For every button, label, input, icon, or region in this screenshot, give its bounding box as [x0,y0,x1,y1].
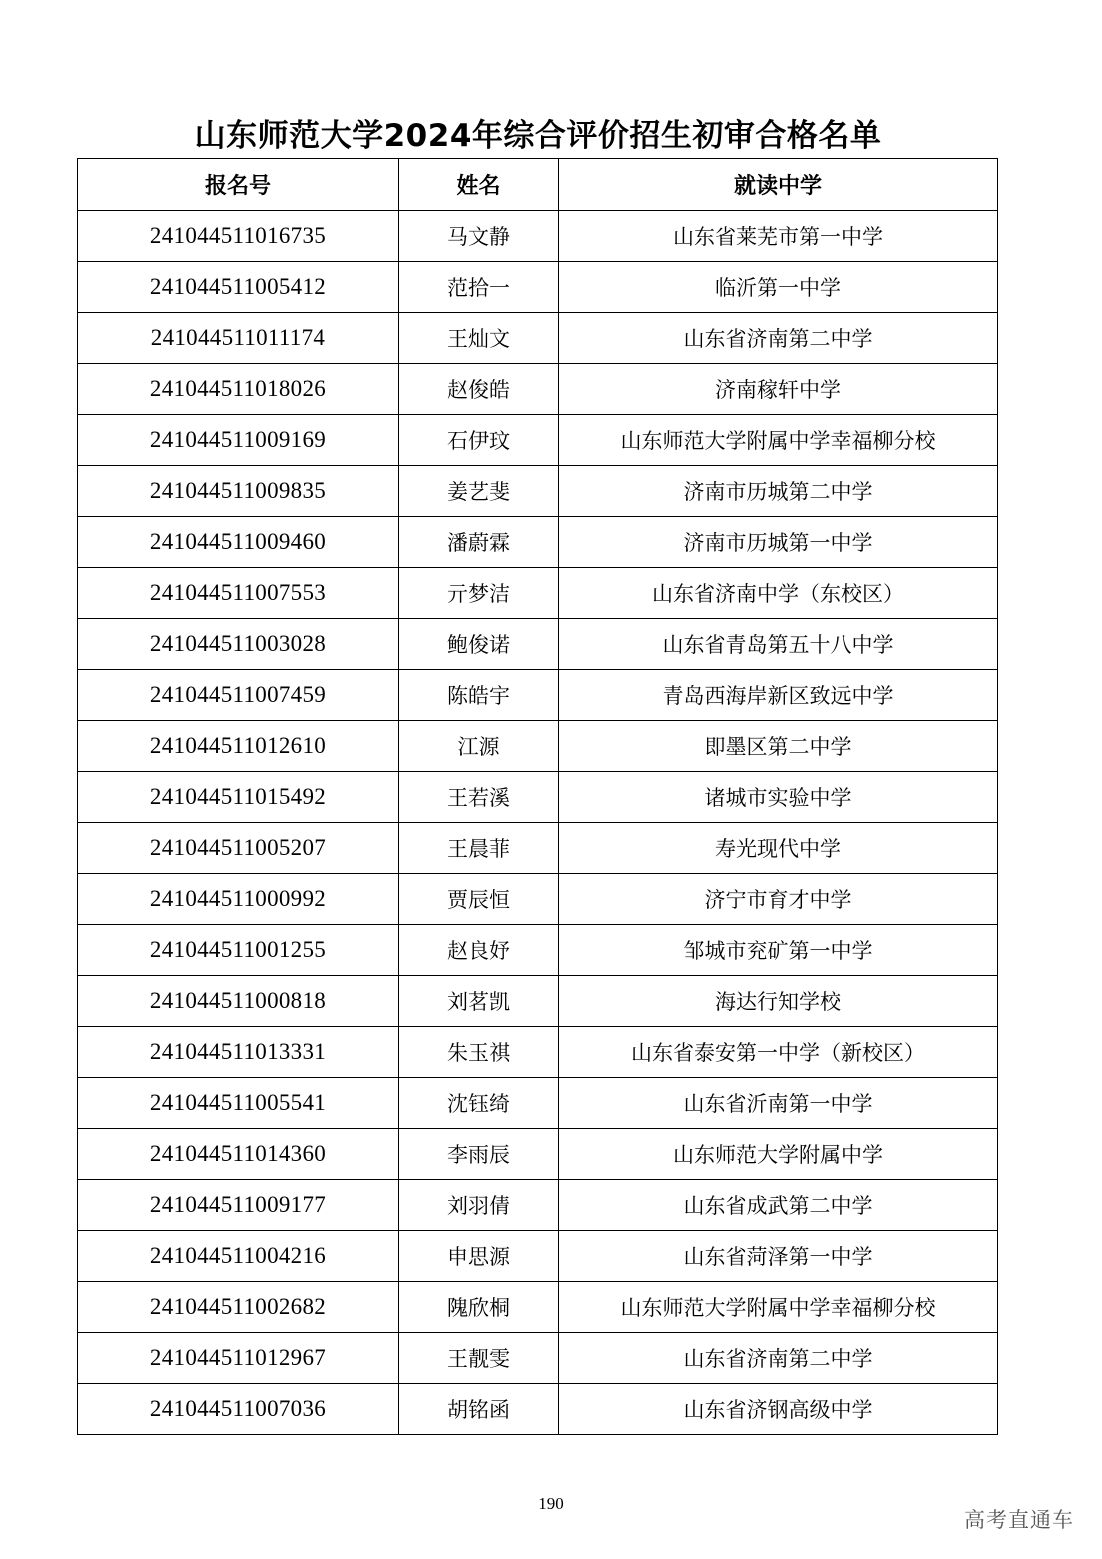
name-cell: 潘蔚霖 [399,517,559,568]
table-row [78,262,998,313]
school-cell: 寿光现代中学 [559,823,998,874]
name-cell: 赵良妤 [399,925,559,976]
registration-number-cell: 241044511000992 [78,874,399,925]
table-row [78,517,998,568]
registration-number-cell: 241044511009835 [78,466,399,517]
table-row [78,721,998,772]
registration-number-cell: 241044511015492 [78,772,399,823]
table-row [78,772,998,823]
header-school: 就读中学 [559,159,998,211]
school-cell: 济南市历城第二中学 [559,466,998,517]
table-row [78,1027,998,1078]
header-row [78,159,998,211]
table-row [78,1231,998,1282]
registration-number-cell: 241044511014360 [78,1129,399,1180]
registration-number-cell: 241044511000818 [78,976,399,1027]
page-number: 190 [538,1494,564,1513]
registration-number-cell: 241044511009177 [78,1180,399,1231]
name-cell: 赵俊皓 [399,364,559,415]
name-cell: 江源 [399,721,559,772]
registration-number-cell: 241044511009460 [78,517,399,568]
registration-number-cell: 241044511011174 [78,313,399,364]
school-cell: 山东省济南中学（东校区） [559,568,998,619]
school-cell: 青岛西海岸新区致远中学 [559,670,998,721]
table-row [78,1282,998,1333]
registration-number-cell: 241044511016735 [78,211,399,262]
page-title: 山东师范大学2024年综合评价招生初审合格名单 [194,118,882,154]
name-cell: 石伊玟 [399,415,559,466]
school-cell: 济南市历城第一中学 [559,517,998,568]
name-cell: 亓梦洁 [399,568,559,619]
table-row [78,211,998,262]
school-cell: 诸城市实验中学 [559,772,998,823]
name-cell: 隗欣桐 [399,1282,559,1333]
school-cell: 山东师范大学附属中学 [559,1129,998,1180]
name-cell: 王晨菲 [399,823,559,874]
registration-number-cell: 241044511004216 [78,1231,399,1282]
table-row [78,1333,998,1384]
name-cell: 马文静 [399,211,559,262]
table-row [78,1078,998,1129]
school-cell: 海达行知学校 [559,976,998,1027]
registration-number-cell: 241044511007459 [78,670,399,721]
name-cell: 范拾一 [399,262,559,313]
table-row [78,1129,998,1180]
name-cell: 姜艺斐 [399,466,559,517]
school-cell: 邹城市兖矿第一中学 [559,925,998,976]
table-header [78,159,998,211]
name-cell: 王灿文 [399,313,559,364]
name-cell: 刘茗凯 [399,976,559,1027]
name-cell: 陈皓宇 [399,670,559,721]
school-cell: 济南稼轩中学 [559,364,998,415]
school-cell: 山东省济南第二中学 [559,313,998,364]
table-row [78,823,998,874]
table-row [78,619,998,670]
school-cell: 山东省沂南第一中学 [559,1078,998,1129]
name-cell: 朱玉祺 [399,1027,559,1078]
registration-number-cell: 241044511005412 [78,262,399,313]
registration-number-cell: 241044511013331 [78,1027,399,1078]
school-cell: 山东省菏泽第一中学 [559,1231,998,1282]
table-body [78,211,998,1435]
school-cell: 山东省莱芜市第一中学 [559,211,998,262]
name-cell: 沈钰绮 [399,1078,559,1129]
school-cell: 山东师范大学附属中学幸福柳分校 [559,1282,998,1333]
name-cell: 申思源 [399,1231,559,1282]
registration-number-cell: 241044511012610 [78,721,399,772]
table-row [78,925,998,976]
header-name: 姓名 [399,159,559,211]
school-cell: 山东省成武第二中学 [559,1180,998,1231]
table-row [78,568,998,619]
registration-number-cell: 241044511005207 [78,823,399,874]
name-cell: 贾辰恒 [399,874,559,925]
school-cell: 济宁市育才中学 [559,874,998,925]
name-cell: 王靓雯 [399,1333,559,1384]
registration-number-cell: 241044511005541 [78,1078,399,1129]
table-row [78,874,998,925]
table-row [78,670,998,721]
registration-number-cell: 241044511007553 [78,568,399,619]
school-cell: 临沂第一中学 [559,262,998,313]
registration-number-cell: 241044511002682 [78,1282,399,1333]
name-cell: 刘羽倩 [399,1180,559,1231]
registration-number-cell: 241044511003028 [78,619,399,670]
table-row [78,364,998,415]
school-cell: 山东省济钢高级中学 [559,1384,998,1435]
registration-number-cell: 241044511009169 [78,415,399,466]
table-row [78,466,998,517]
name-cell: 王若溪 [399,772,559,823]
registration-number-cell: 241044511001255 [78,925,399,976]
source-watermark: 高考直通车 [964,1508,1074,1532]
name-cell: 胡铭函 [399,1384,559,1435]
school-cell: 山东师范大学附属中学幸福柳分校 [559,415,998,466]
name-cell: 李雨辰 [399,1129,559,1180]
registration-number-cell: 241044511012967 [78,1333,399,1384]
table-row [78,976,998,1027]
header-registration-number: 报名号 [78,159,399,211]
name-cell: 鲍俊诺 [399,619,559,670]
registration-number-cell: 241044511007036 [78,1384,399,1435]
table-row [78,313,998,364]
admission-list-table [77,158,998,1435]
school-cell: 山东省泰安第一中学（新校区） [559,1027,998,1078]
school-cell: 即墨区第二中学 [559,721,998,772]
table-row [78,415,998,466]
registration-number-cell: 241044511018026 [78,364,399,415]
school-cell: 山东省青岛第五十八中学 [559,619,998,670]
school-cell: 山东省济南第二中学 [559,1333,998,1384]
table-row [78,1180,998,1231]
table-row [78,1384,998,1435]
